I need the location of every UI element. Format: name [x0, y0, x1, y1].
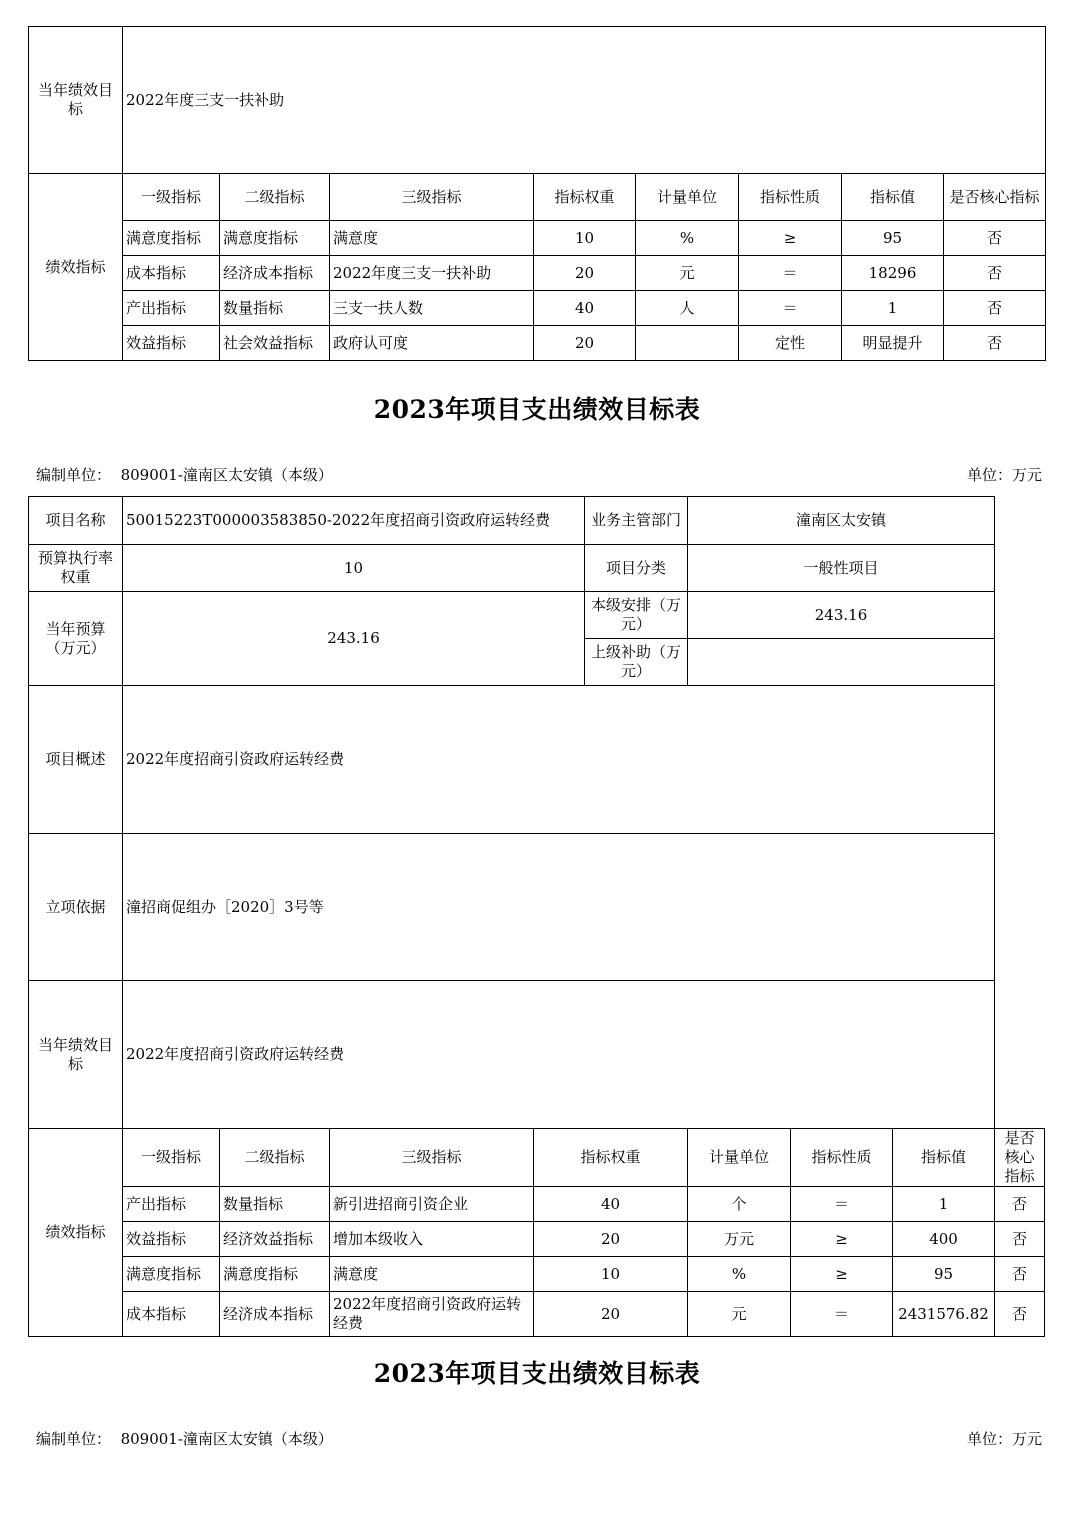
- cell: 定性: [739, 326, 842, 361]
- table-row: [29, 1292, 1045, 1337]
- project-table: [28, 496, 1045, 1337]
- cell: 经济效益指标: [220, 1222, 330, 1257]
- cell: 否: [944, 326, 1046, 361]
- cell: 万元: [688, 1222, 791, 1257]
- cell: 否: [995, 1222, 1045, 1257]
- upper-value: [688, 639, 995, 686]
- cell: %: [636, 221, 739, 256]
- cell: 经济成本指标: [220, 256, 330, 291]
- local-value: 243.16: [688, 592, 995, 639]
- cell: 否: [944, 256, 1046, 291]
- cell: 成本指标: [123, 1292, 220, 1337]
- cell: 数量指标: [220, 291, 330, 326]
- header-cell: 二级指标: [220, 1129, 330, 1187]
- table-row: [29, 1187, 1045, 1222]
- table-row: [29, 326, 1046, 361]
- cell: 18296: [842, 256, 944, 291]
- perf-label: 绩效指标: [29, 1129, 123, 1337]
- budget-value: 243.16: [123, 592, 585, 686]
- org-label: 编制单位：: [36, 1430, 112, 1448]
- goal-text: 2022年度三支一扶补助: [123, 27, 1046, 174]
- org-line: [36, 464, 333, 485]
- cell: 20: [534, 326, 636, 361]
- cell: ≥: [791, 1257, 893, 1292]
- header-cell: 一级指标: [123, 174, 220, 221]
- table-row: [29, 256, 1046, 291]
- cell: 满意度指标: [220, 1257, 330, 1292]
- header-cell: 是否核心指标: [995, 1129, 1045, 1187]
- org-line-2: [36, 1428, 333, 1449]
- cell: 95: [893, 1257, 995, 1292]
- cell: 满意度指标: [220, 221, 330, 256]
- header-cell: 指标权重: [534, 1129, 688, 1187]
- cell: 40: [534, 1187, 688, 1222]
- cell: 满意度指标: [123, 221, 220, 256]
- cell: ＝: [739, 256, 842, 291]
- cell: 1: [893, 1187, 995, 1222]
- cell: 社会效益指标: [220, 326, 330, 361]
- perf-label: 绩效指标: [29, 174, 123, 361]
- header-cell: 三级指标: [330, 1129, 534, 1187]
- cell: 400: [893, 1222, 995, 1257]
- basis-text: 潼招商促组办［2020］3号等: [123, 834, 995, 981]
- cell: 经济成本指标: [220, 1292, 330, 1337]
- cell: 明显提升: [842, 326, 944, 361]
- exec-weight-label: 预算执行率权重: [29, 545, 123, 592]
- cell: 产出指标: [123, 291, 220, 326]
- cell: 40: [534, 291, 636, 326]
- cell: 政府认可度: [330, 326, 534, 361]
- goal-text: 2022年度招商引资政府运转经费: [123, 981, 995, 1129]
- cell: ＝: [791, 1292, 893, 1337]
- cell: 个: [688, 1187, 791, 1222]
- cell: 元: [636, 256, 739, 291]
- cell: 新引进招商引资企业: [330, 1187, 534, 1222]
- cell: 10: [534, 1257, 688, 1292]
- org-value: 809001-潼南区太安镇（本级）: [120, 1430, 333, 1448]
- cell: %: [688, 1257, 791, 1292]
- category-label: 项目分类: [585, 545, 688, 592]
- header-cell: 指标性质: [739, 174, 842, 221]
- cell: [636, 326, 739, 361]
- cell: 20: [534, 1222, 688, 1257]
- unit-label-2: 单位：万元: [966, 1430, 1042, 1448]
- cell: ≥: [739, 221, 842, 256]
- cell: 效益指标: [123, 326, 220, 361]
- cell: 人: [636, 291, 739, 326]
- goal-label: 当年绩效目标: [29, 27, 123, 174]
- cell: 增加本级收入: [330, 1222, 534, 1257]
- cell: 三支一扶人数: [330, 291, 534, 326]
- header-cell: 是否核心指标: [944, 174, 1046, 221]
- cell: 1: [842, 291, 944, 326]
- cell: 20: [534, 256, 636, 291]
- header-cell: 指标值: [842, 174, 944, 221]
- table-row: [29, 1257, 1045, 1292]
- budget-label: 当年预算（万元）: [29, 592, 123, 686]
- cell: 满意度指标: [123, 1257, 220, 1292]
- cell: ＝: [739, 291, 842, 326]
- cell: 产出指标: [123, 1187, 220, 1222]
- cell: 满意度: [330, 221, 534, 256]
- category-value: 一般性项目: [688, 545, 995, 592]
- header-cell: 指标性质: [791, 1129, 893, 1187]
- cell: 满意度: [330, 1257, 534, 1292]
- cell: 否: [944, 291, 1046, 326]
- table-row: [29, 291, 1046, 326]
- cell: 效益指标: [123, 1222, 220, 1257]
- cell: ≥: [791, 1222, 893, 1257]
- header-cell: 计量单位: [688, 1129, 791, 1187]
- cell: ＝: [791, 1187, 893, 1222]
- basis-label: 立项依据: [29, 834, 123, 981]
- cell: 数量指标: [220, 1187, 330, 1222]
- header-cell: 二级指标: [220, 174, 330, 221]
- cell: 否: [995, 1187, 1045, 1222]
- cell: 2022年度三支一扶补助: [330, 256, 534, 291]
- header-cell: 一级指标: [123, 1129, 220, 1187]
- dept-label: 业务主管部门: [585, 497, 688, 545]
- unit-label: 单位：万元: [966, 466, 1042, 484]
- cell: 元: [688, 1292, 791, 1337]
- cell: 2431576.82: [893, 1292, 995, 1337]
- cell: 2022年度招商引资政府运转经费: [330, 1292, 534, 1337]
- page-title-2: 2023年项目支出绩效目标表: [373, 1359, 701, 1388]
- org-value: 809001-潼南区太安镇（本级）: [120, 466, 333, 484]
- local-label: 本级安排（万元）: [585, 592, 688, 639]
- overview-label: 项目概述: [29, 686, 123, 834]
- header-cell: 指标权重: [534, 174, 636, 221]
- project-name: 50015223T000003583850-2022年度招商引资政府运转经费: [123, 497, 585, 545]
- prev-indicator-table: [28, 26, 1046, 361]
- cell: 10: [534, 221, 636, 256]
- cell: 95: [842, 221, 944, 256]
- page-title: 2023年项目支出绩效目标表: [373, 395, 701, 424]
- table-row: [29, 1222, 1045, 1257]
- cell: 否: [995, 1257, 1045, 1292]
- cell: 否: [995, 1292, 1045, 1337]
- exec-weight-value: 10: [123, 545, 585, 592]
- upper-label: 上级补助（万元）: [585, 639, 688, 686]
- project-name-label: 项目名称: [29, 497, 123, 545]
- cell: 成本指标: [123, 256, 220, 291]
- overview-text: 2022年度招商引资政府运转经费: [123, 686, 995, 834]
- table-row: [29, 221, 1046, 256]
- header-cell: 计量单位: [636, 174, 739, 221]
- org-label: 编制单位：: [36, 466, 112, 484]
- header-cell: 指标值: [893, 1129, 995, 1187]
- header-cell: 三级指标: [330, 174, 534, 221]
- cell: 否: [944, 221, 1046, 256]
- dept-value: 潼南区太安镇: [688, 497, 995, 545]
- goal-label: 当年绩效目标: [29, 981, 123, 1129]
- cell: 20: [534, 1292, 688, 1337]
